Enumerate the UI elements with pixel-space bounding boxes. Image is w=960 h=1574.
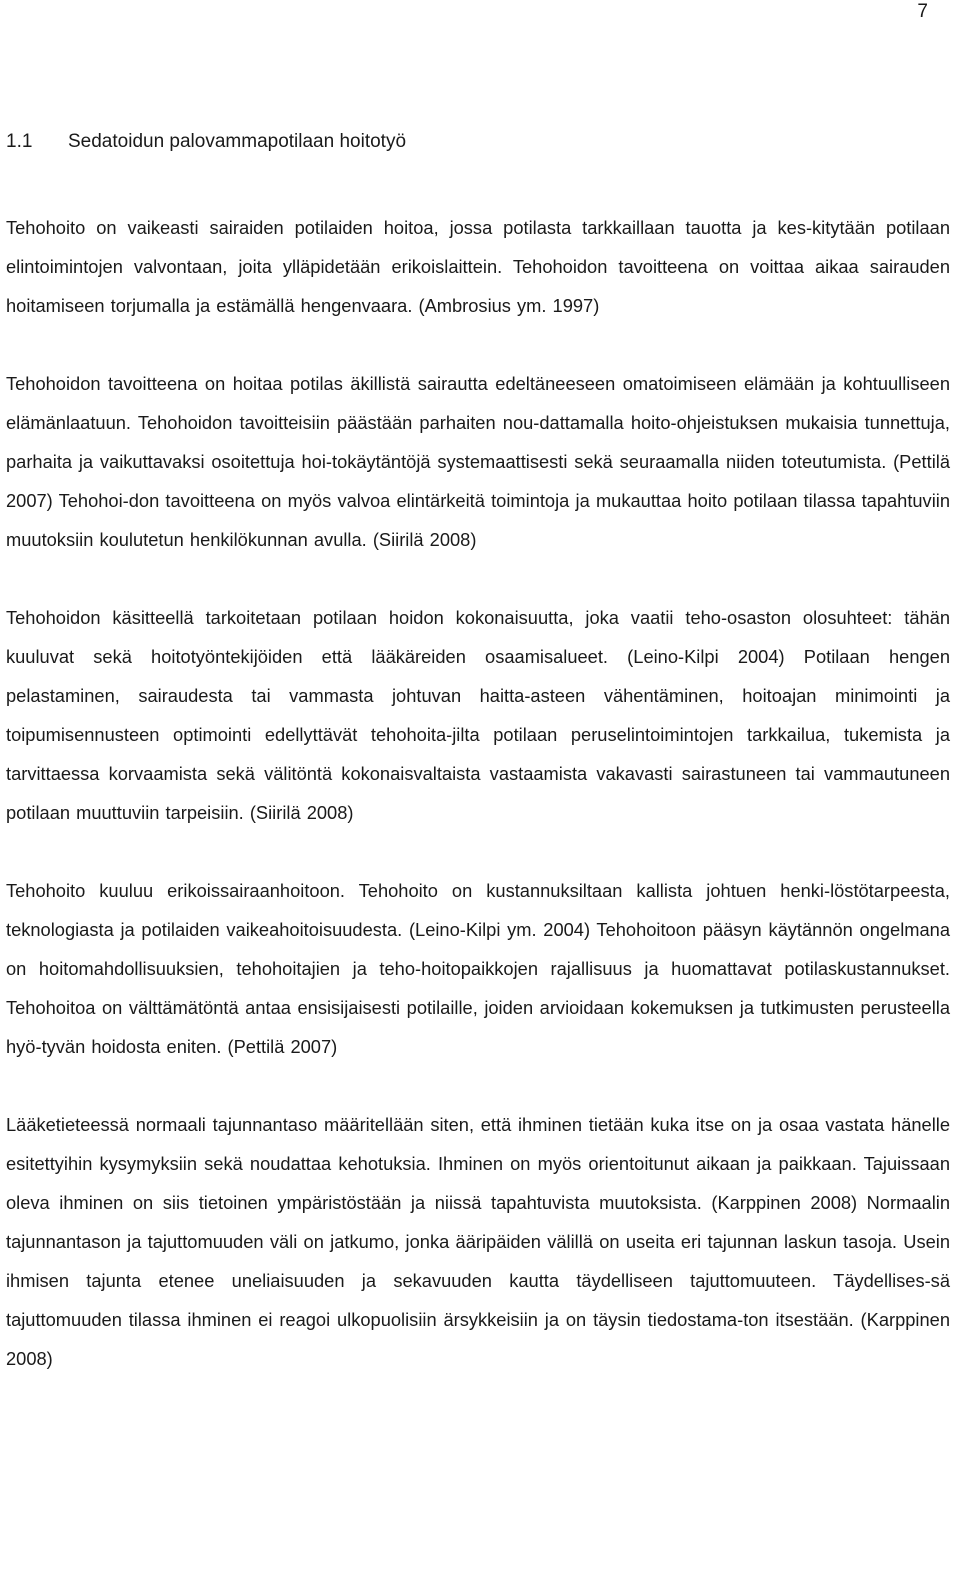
paragraph-3: Tehohoidon käsitteellä tarkoitetaan potilaan hoidon kokonaisuutta, joka vaatii teho-osaston olosuhteet: tähän kuuluvat sekä hoitotyöntekijöiden että lääkäreiden osaamisalueet. (Leino-Kilpi 2004) Potilaan hengen pelastaminen, sairaudesta tai vammasta johtuvan haitta-asteen vähentäminen, hoitoajan minimointi ja toipumisennusteen optimointi edellyttävät tehohoita-jilta potilaan peruselintoimintojen tarkkailua, tukemista ja tarvittaessa korvaamista sekä välitöntä kokonaisvaltaista vastaamista vakavasti sairastuneen tai vammautuneen potilaan muuttuviin tarpeisiin. (Siirilä 2008) xyxy=(6,607,950,823)
paragraph-5: Lääketieteessä normaali tajunnantaso määritellään siten, että ihminen tietään kuka itse on ja osaa vastata hänelle esitettyihin kysymyksiin sekä noudattaa kehotuksia. Ihminen on myös orientoitunut aikaan ja paikkaan. Tajuissaan oleva ihminen on siis tietoinen ympäristöstään ja niissä tapahtuvista muutoksista. (Karppinen 2008) Normaalin tajunnantason ja tajuttomuuden väli on jatkumo, jonka ääripäiden välillä on useita eri tajunnan laskun tasoja. Usein ihmisen tajunta etenee uneliaisuuden ja sekavuuden kautta täydelliseen tajuttomuuteen. Täydellises-sä tajuttomuuden tilassa ihminen ei reagoi ulkopuolisiin ärsykkeisiin ja on täysin tiedostama-ton itsestään. (Karppinen 2008) xyxy=(6,1114,950,1369)
body-text xyxy=(6,208,950,1417)
paragraph-4: Tehohoito kuuluu erikoissairaanhoitoon. Tehohoito on kustannuksiltaan kallista johtuen henki-löstötarpeesta, teknologiasta ja potilaiden vaikeahoitoisuudesta. (Leino-Kilpi ym. 2004) Tehohoitoon pääsyn käytännön ongelmana on hoitomahdollisuuksien, tehohoitajien ja teho-hoitopaikkojen rajallisuus ja huomattavat potilaskustannukset. Tehohoitoa on välttämätöntä antaa ensisijaisesti potilaille, joiden arvioidaan kokemuksen ja tutkimusten perusteella hyö-tyvän hoidosta eniten. (Pettilä 2007) xyxy=(6,880,950,1057)
paragraph-2: Tehohoidon tavoitteena on hoitaa potilas äkillistä sairautta edeltäneeseen omatoimiseen elämään ja kohtuulliseen elämänlaatuun. Tehohoidon tavoitteisiin päästään parhaiten nou-dattamalla hoito-ohjeistuksen mukaisia tunnettuja, parhaita ja vaikuttavaksi osoitettuja hoi-tokäytäntöjä systemaattisesti sekä seuraamalla niiden toteutumista. (Pettilä 2007) Tehohoi-don tavoitteena on myös valvoa elintärkeitä toimintoja ja mukauttaa hoito potilaan tilassa tapahtuviin muutoksiin koulutetun henkilökunnan avulla. (Siirilä 2008) xyxy=(6,373,950,550)
paragraph-1: Tehohoito on vaikeasti sairaiden potilaiden hoitoa, jossa potilasta tarkkaillaan tauotta ja kes-kitytään potilaan elintoimintojen valvontaan, joita ylläpidetään erikoislaittein. Tehohoidon tavoitteena on voittaa aikaa sairauden hoitamiseen torjumalla ja estämällä hengenvaara. (Ambrosius ym. 1997) xyxy=(6,217,950,316)
section-heading xyxy=(6,130,406,154)
section-title: Sedatoidun palovammapotilaan hoitotyö xyxy=(68,131,407,152)
page-number: 7 xyxy=(917,1,928,22)
section-number: 1.1 xyxy=(6,131,33,152)
